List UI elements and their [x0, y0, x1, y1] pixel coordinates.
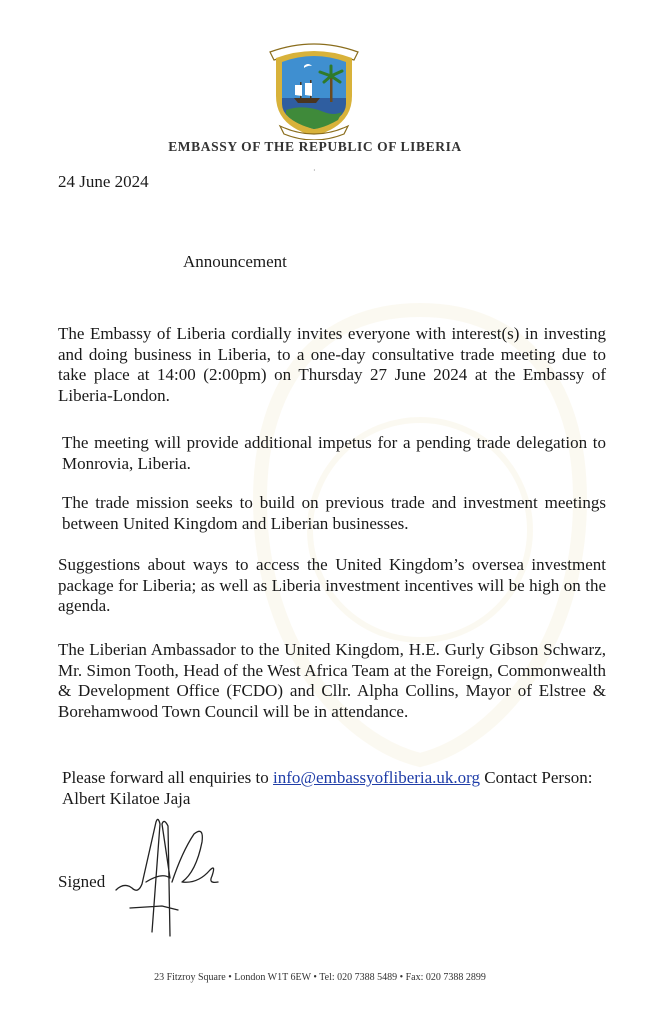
paragraph-enquiries: [58, 768, 610, 809]
enquiries-contact: Contact Person: Albert Kilatoe Jaja: [62, 768, 593, 808]
decorative-dot: ·: [313, 166, 316, 175]
paragraph-mission: The trade mission seeks to build on previous trade and investment meetings between United Kingdom and Liberian businesses.: [62, 493, 606, 533]
email-link[interactable]: info@embassyofliberia.uk.org: [273, 768, 481, 787]
paragraph-purpose: The meeting will provide additional impetus for a pending trade delegation to Monrovia, Liberia.: [62, 433, 606, 473]
liberia-seal-logo: [264, 38, 364, 140]
paragraph-agenda: Suggestions about ways to access the United Kingdom’s oversea investment package for Liberia; as well as Liberia investment incentives will be high on the agenda.: [58, 555, 606, 615]
footer-address: 23 Fitzroy Square • London W1T 6EW • Tel: 020 7388 5489 • Fax: 020 7388 2899: [154, 972, 486, 983]
announcement-heading: Announcement: [183, 252, 287, 271]
enquiries-prefix: Please forward all enquiries to: [62, 768, 274, 787]
signed-label: Signed: [58, 872, 106, 891]
handwritten-signature: [112, 812, 222, 942]
organization-name: EMBASSY OF THE REPUBLIC OF LIBERIA: [168, 139, 462, 154]
letter-date: 24 June 2024: [58, 172, 149, 191]
paragraph-attendance: The Liberian Ambassador to the United Kingdom, H.E. Gurly Gibson Schwarz, Mr. Simon Tooth, Head of the West Africa Team at the Foreign, Commonwealth & Development Office (FCDO) and Cllr. Alpha Collins, Mayor of Elstree & Borehamwood Town Council will be in attendance.: [58, 640, 606, 721]
paragraph-invitation: The Embassy of Liberia cordially invites everyone with interest(s) in investing and doing business in Liberia, to a one-day consultative trade meeting due to take place at 14:00 (2:00pm) on Thursday 27 June 2024 at the Embassy of Liberia-London.: [58, 324, 606, 405]
